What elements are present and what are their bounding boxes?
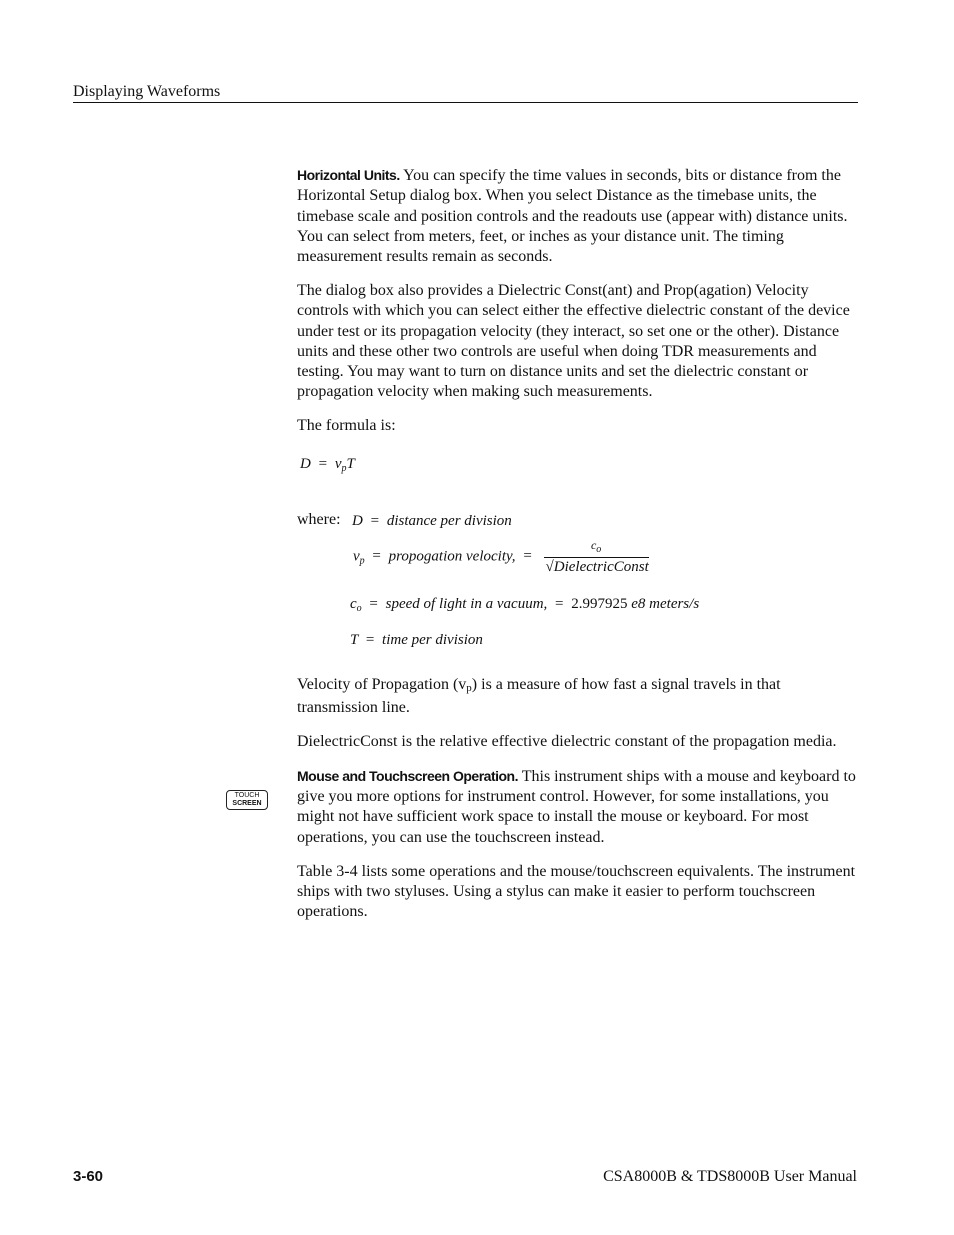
where-t-line <box>350 632 483 649</box>
fraction-numerator <box>544 538 649 557</box>
where-co-sub: o <box>356 603 362 614</box>
velocity-text-a: Velocity of Propagation (v <box>297 676 467 693</box>
where-t-sym: T <box>350 632 359 648</box>
formula-t: T <box>346 456 355 472</box>
where-co-desc: speed of light in a vacuum, <box>385 596 548 612</box>
where-co-line <box>350 596 699 614</box>
mouse-touch-text: This instrument ships with a mouse and keyboard to give you more options for instrument control. However, for some installations, you might not have sufficient work space to install the mouse or keyboard. For most operations, you can use the touchscreen instead. <box>297 767 856 846</box>
where-vp-sub: p <box>359 555 365 567</box>
where-co-value: 2.997925 <box>571 596 628 612</box>
manual-title: CSA8000B & TDS8000B User Manual <box>603 1168 857 1185</box>
header-rule <box>73 102 858 103</box>
formula-lhs: D <box>300 456 311 472</box>
where-t-desc: time per division <box>382 632 483 648</box>
where-d-eq: = <box>370 513 380 529</box>
dialog-paragraph: The dialog box also provides a Dielectric Const(ant) and Prop(agation) Velocity controls with which you can select either the effective dielectric constant of the device under test or its propagation velocity (they interact, so set one or the other). Distance units and these other two controls are useful when doing TDR measurements and testing. You may want to turn on distance units and set the dielectric constant or propagation velocity when making such measurements. <box>297 281 850 401</box>
formula-intro: The formula is: <box>297 417 396 435</box>
where-co-sym: c <box>350 596 357 612</box>
dielectric-paragraph: DielectricConst is the relative effective dielectric constant of the propagation media. <box>297 733 837 751</box>
horizontal-units-paragraph <box>297 165 859 267</box>
horizontal-units-heading: Horizontal Units. <box>297 167 400 183</box>
where-t-eq: = <box>365 632 375 648</box>
fraction-denominator <box>544 557 649 576</box>
running-header: Displaying Waveforms <box>73 83 221 100</box>
table-paragraph: Table 3-4 lists some operations and the mouse/touchscreen equivalents. The instrument ships with two styluses. Using a stylus can make it easier to perform touchscreen operations. <box>297 862 856 921</box>
formula-v: v <box>334 456 342 472</box>
where-vp-desc: propogation velocity, <box>388 548 516 565</box>
formula <box>300 456 355 474</box>
sqrt-icon: √ <box>545 559 554 575</box>
fraction-den-text: DielectricConst <box>553 559 649 575</box>
where-vp-eq2: = <box>523 548 532 565</box>
fraction-num-c: c <box>590 538 597 552</box>
touch-icon-line1: TOUCH <box>234 792 260 799</box>
touchscreen-icon <box>226 790 268 810</box>
where-vp-eq: = <box>372 548 381 565</box>
formula-v-sub: p <box>341 463 347 474</box>
where-co-eq2: = <box>555 596 564 612</box>
where-co-eq: = <box>369 596 378 612</box>
where-d-desc: distance per division <box>386 513 512 529</box>
formula-equals: = <box>318 456 328 472</box>
mouse-touch-paragraph <box>297 766 859 848</box>
where-d-line <box>352 513 512 530</box>
fraction-num-sub: o <box>596 544 602 555</box>
where-d-sym: D <box>352 513 363 529</box>
velocity-sub: p <box>466 682 472 694</box>
body-text-lower <box>297 675 859 936</box>
velocity-text-b: ) is a measure of how fast a signal travels in that transmission line. <box>297 676 781 717</box>
page-number: 3-60 <box>73 1168 104 1185</box>
velocity-paragraph <box>297 675 859 719</box>
where-co-unit: e8 meters/s <box>631 596 700 612</box>
body-text <box>297 165 859 450</box>
horizontal-units-text: You can specify the time values in seconds, bits or distance from the Horizontal Setup dialog box. When you select Distance as the timebase units, the timebase scale and position controls and the readouts use (appear with) distance units. You can select from meters, feet, or inches as your distance unit. The timing measurement results remain as seconds. <box>297 167 848 266</box>
where-label: where: <box>297 511 341 528</box>
touch-icon-line2: SCREEN <box>232 800 262 807</box>
where-vp-line <box>353 538 649 576</box>
mouse-touch-heading: Mouse and Touchscreen Operation. <box>297 767 519 784</box>
velocity-fraction <box>544 538 649 576</box>
where-vp-sym: v <box>353 548 360 565</box>
